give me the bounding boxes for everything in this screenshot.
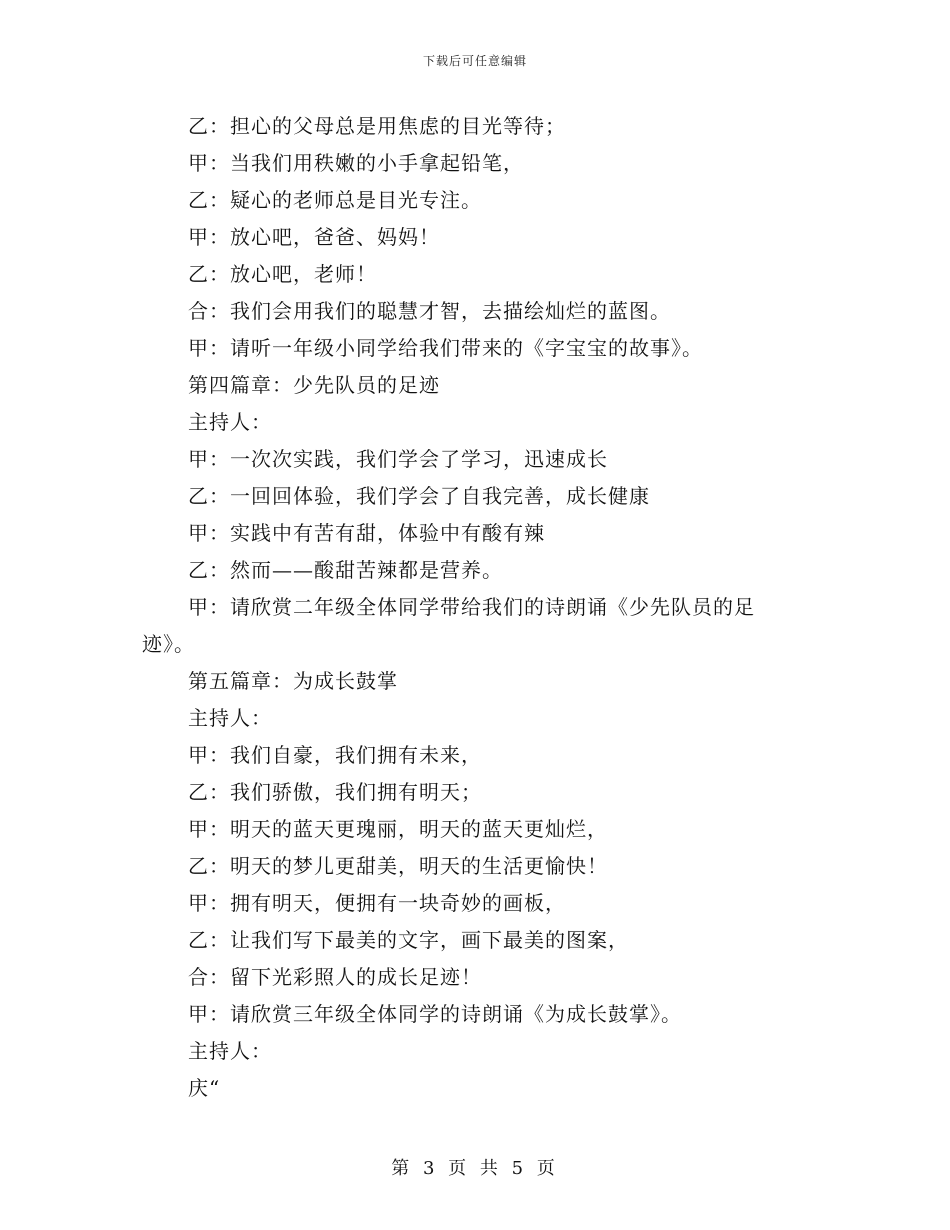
paragraph-line: 乙：让我们写下最美的文字，画下最美的图案， <box>188 928 629 952</box>
paragraph-line: 主持人： <box>188 706 272 730</box>
paragraph-line: 甲：请欣赏三年级全体同学的诗朗诵《为成长鼓掌》。 <box>188 1002 682 1026</box>
paragraph-line: 乙：然而——酸甜苦辣都是营养。 <box>188 558 503 582</box>
paragraph-line: 主持人： <box>188 1039 272 1063</box>
paragraph-line: 主持人： <box>188 410 272 434</box>
section-heading: 第四篇章：少先队员的足迹 <box>188 373 440 397</box>
paragraph-line: 甲：一次次实践，我们学会了学习，迅速成长 <box>188 447 608 471</box>
paragraph-line-continuation: 迹》。 <box>142 632 195 656</box>
paragraph-line: 乙：疑心的老师总是目光专注。 <box>188 188 482 212</box>
paragraph-line: 甲：请欣赏二年级全体同学带给我们的诗朗诵《少先队员的足 <box>188 595 755 619</box>
paragraph-line: 甲：实践中有苦有甜，体验中有酸有辣 <box>188 521 545 545</box>
paragraph-line: 庆“ <box>188 1076 221 1100</box>
paragraph-line: 乙：一回回体验，我们学会了自我完善，成长健康 <box>188 484 650 508</box>
paragraph-line: 甲：拥有明天，便拥有一块奇妙的画板， <box>188 891 566 915</box>
paragraph-line: 合：我们会用我们的聪慧才智，去描绘灿烂的蓝图。 <box>188 299 671 323</box>
paragraph-line: 乙：我们骄傲，我们拥有明天； <box>188 780 482 804</box>
paragraph-line: 合：留下光彩照人的成长足迹！ <box>188 965 482 989</box>
paragraph-line: 乙：明天的梦儿更甜美，明天的生活更愉快！ <box>188 854 608 878</box>
section-heading: 第五篇章：为成长鼓掌 <box>188 669 398 693</box>
paragraph-line: 甲：我们自豪，我们拥有未来， <box>188 743 482 767</box>
paragraph-line: 甲：请听一年级小同学给我们带来的《字宝宝的故事》。 <box>188 336 703 360</box>
document-body <box>142 108 802 1107</box>
paragraph-line: 甲：当我们用秩嫩的小手拿起铅笔， <box>188 151 524 175</box>
paragraph-line: 乙：放心吧，老师！ <box>188 262 377 286</box>
paragraph-line: 甲：明天的蓝天更瑰丽，明天的蓝天更灿烂， <box>188 817 608 841</box>
page-footer: 第 3 页 共 5 页 <box>391 1158 559 1179</box>
paragraph-line: 乙：担心的父母总是用焦虑的目光等待； <box>188 114 566 138</box>
paragraph-line: 甲：放心吧，爸爸、妈妈！ <box>188 225 440 249</box>
page-header: 下载后可任意编辑 <box>422 54 527 68</box>
